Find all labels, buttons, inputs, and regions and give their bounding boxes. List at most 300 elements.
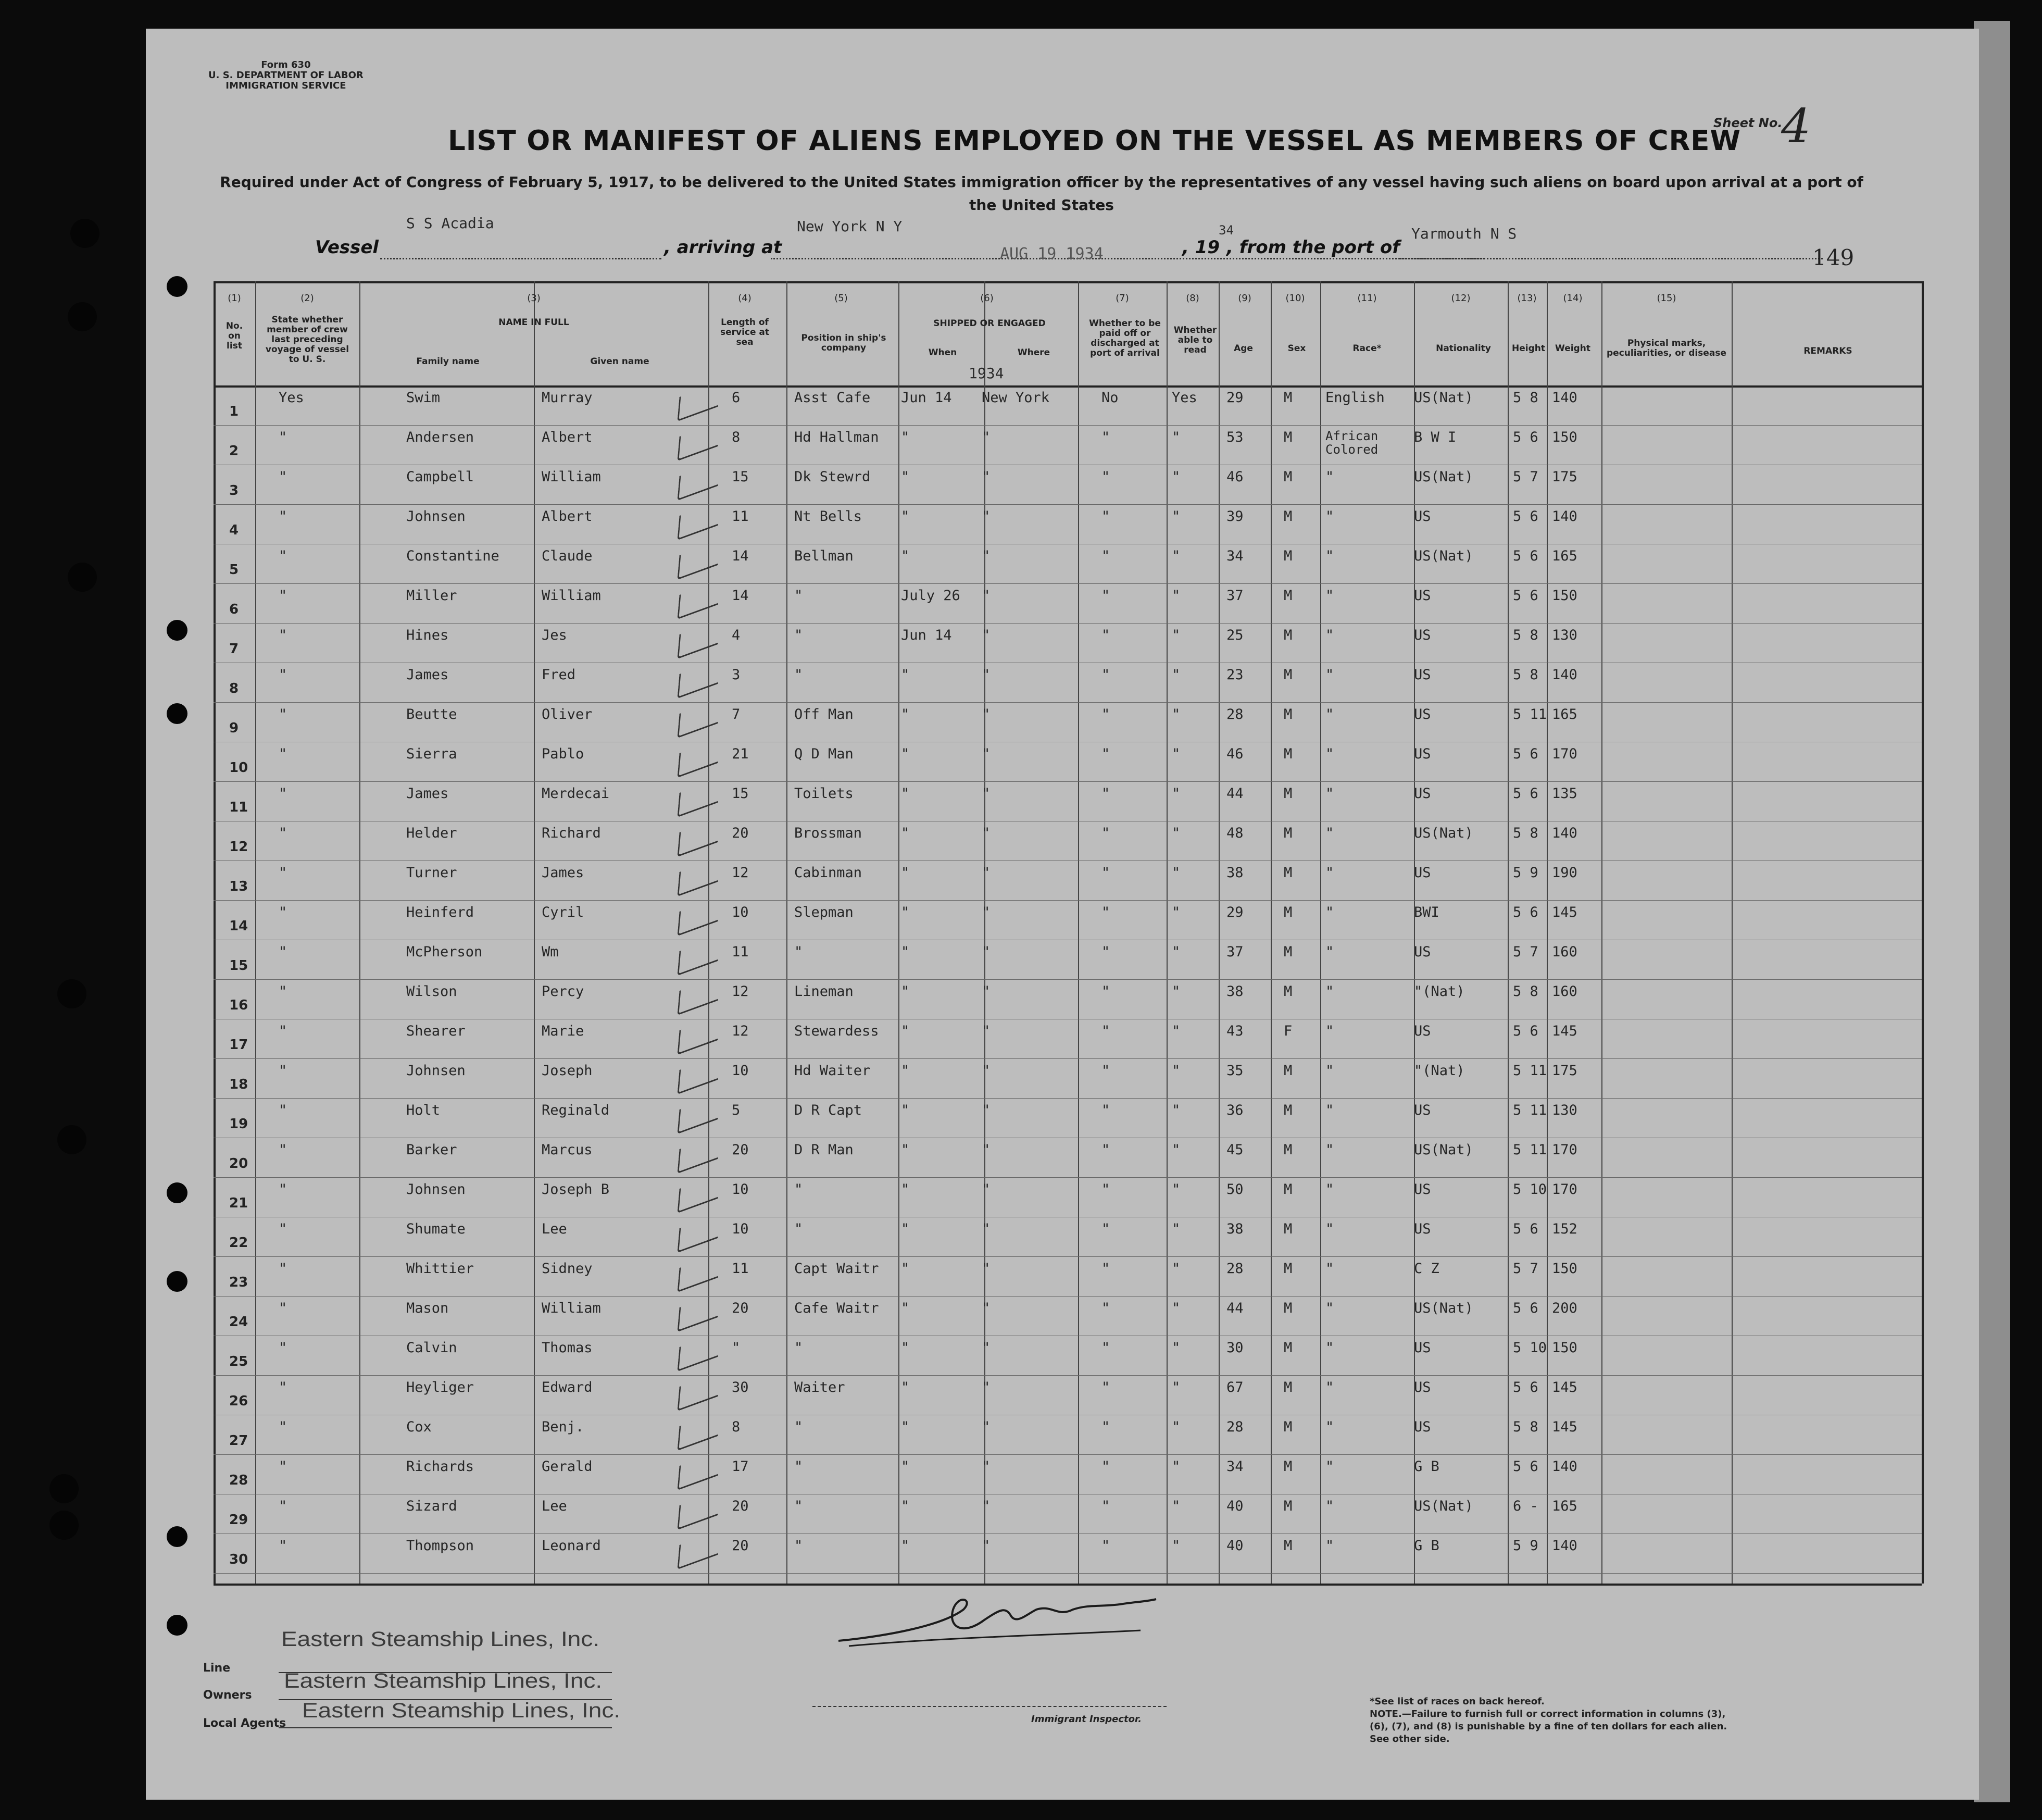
- cell-prev: ": [279, 469, 287, 485]
- cell-read: ": [1172, 667, 1181, 683]
- page-subtitle: Required under Act of Congress of February 5, 1917, to be delivered to the United States immigration officer by the representatives of any vessel having such aliens on board upon arrival at a port of the United States: [220, 173, 1863, 214]
- cell-paid: ": [1101, 508, 1110, 525]
- row-number: 17: [229, 1037, 248, 1053]
- cell-family: Heinferd: [406, 904, 474, 920]
- cell-read: ": [1172, 1023, 1181, 1039]
- cell-when: ": [901, 469, 910, 485]
- cell-given: Claude: [542, 548, 593, 564]
- cell-prev: ": [279, 904, 287, 920]
- cell-race: ": [1325, 1538, 1334, 1554]
- cell-len: 12: [732, 1023, 749, 1039]
- cell-family: Shearer: [406, 1023, 466, 1039]
- row-divider: [214, 1296, 1922, 1297]
- paper-edge-shadow: [1974, 21, 2010, 1802]
- column-number: (5): [834, 293, 848, 304]
- cell-wt: 170: [1552, 746, 1577, 762]
- cell-when: ": [901, 865, 910, 881]
- cell-age: 44: [1226, 786, 1244, 802]
- row-divider: [214, 1375, 1922, 1376]
- cell-family: Johnsen: [406, 508, 466, 525]
- cell-when: ": [901, 1300, 910, 1316]
- cell-pos: Dk Stewrd: [794, 469, 871, 485]
- line-stamp: Eastern Steamship Lines, Inc.: [281, 1628, 600, 1651]
- cell-age: 43: [1226, 1023, 1244, 1039]
- arriving-value: New York N Y: [797, 218, 903, 235]
- cell-sex: M: [1284, 1300, 1293, 1316]
- cell-race: ": [1325, 983, 1334, 1000]
- cell-pos: D R Man: [794, 1142, 854, 1158]
- cell-nat: US: [1414, 1340, 1431, 1356]
- cell-age: 46: [1226, 746, 1244, 762]
- cell-prev: ": [279, 865, 287, 881]
- cell-prev: ": [279, 825, 287, 841]
- cell-nat: US: [1414, 1181, 1431, 1198]
- cell-len: 14: [732, 548, 749, 564]
- cell-wt: 165: [1552, 548, 1577, 564]
- cell-race: ": [1325, 667, 1334, 683]
- cell-family: Cox: [406, 1419, 432, 1435]
- cell-where: ": [982, 627, 991, 643]
- cell-where: ": [982, 1261, 991, 1277]
- cell-race: ": [1325, 1340, 1334, 1356]
- header-weight: Weight: [1555, 343, 1590, 354]
- cell-where: ": [982, 1538, 991, 1554]
- cell-pos: Off Man: [794, 706, 854, 722]
- cell-paid: ": [1101, 1221, 1110, 1237]
- cell-paid: ": [1101, 1538, 1110, 1554]
- cell-paid: ": [1101, 1142, 1110, 1158]
- cell-when: ": [901, 1459, 910, 1475]
- row-number: 29: [229, 1512, 248, 1528]
- cell-where: ": [982, 1379, 991, 1395]
- cell-family: Holt: [406, 1102, 441, 1118]
- cell-where: ": [982, 429, 991, 445]
- cell-prev: ": [279, 588, 287, 604]
- cell-len: 15: [732, 469, 749, 485]
- cell-family: James: [406, 786, 449, 802]
- cell-read: ": [1172, 1300, 1181, 1316]
- cell-age: 38: [1226, 1221, 1244, 1237]
- cell-read: ": [1172, 904, 1181, 920]
- cell-len: 20: [732, 1300, 749, 1316]
- row-number: 22: [229, 1235, 248, 1251]
- binder-hole: [167, 703, 187, 724]
- cell-family: Richards: [406, 1459, 474, 1475]
- cell-family: Heyliger: [406, 1379, 474, 1395]
- cell-wt: 145: [1552, 1379, 1577, 1395]
- cell-ht: 5 7: [1513, 944, 1538, 960]
- cell-sex: M: [1284, 1340, 1293, 1356]
- cell-age: 34: [1226, 548, 1244, 564]
- cell-when: ": [901, 1181, 910, 1198]
- cell-pos: Toilets: [794, 786, 854, 802]
- cell-family: Sizard: [406, 1498, 457, 1514]
- cell-paid: ": [1101, 825, 1110, 841]
- row-number: 30: [229, 1552, 248, 1567]
- cell-family: Thompson: [406, 1538, 474, 1554]
- cell-pos: Cafe Waitr: [794, 1300, 879, 1316]
- column-number: (1): [228, 293, 241, 304]
- cell-sex: M: [1284, 706, 1293, 722]
- cell-pos: Stewardess: [794, 1023, 879, 1039]
- cell-ht: 5 11: [1513, 1102, 1547, 1118]
- cell-where: ": [982, 1498, 991, 1514]
- cell-age: 39: [1226, 508, 1244, 525]
- cell-len: 10: [732, 904, 749, 920]
- cell-where: ": [982, 548, 991, 564]
- cell-pos: Hd Waiter: [794, 1063, 871, 1079]
- cell-when: ": [901, 429, 910, 445]
- binder-hole: [167, 1271, 187, 1292]
- cell-prev: ": [279, 944, 287, 960]
- binder-hole: [167, 620, 187, 641]
- year-prefix: , 19: [1182, 237, 1220, 258]
- cell-where: ": [982, 1221, 991, 1237]
- cell-sex: M: [1284, 548, 1293, 564]
- cell-prev: ": [279, 508, 287, 525]
- cell-wt: 140: [1552, 1538, 1577, 1554]
- row-number: 26: [229, 1393, 248, 1409]
- cell-len: 11: [732, 1261, 749, 1277]
- cell-paid: No: [1101, 390, 1119, 406]
- cell-pos: ": [794, 1340, 803, 1356]
- binder-hole: [49, 1474, 79, 1503]
- cell-pos: ": [794, 588, 803, 604]
- cell-paid: ": [1101, 429, 1110, 445]
- header-when: When: [928, 347, 957, 358]
- cell-prev: ": [279, 1142, 287, 1158]
- cell-where: ": [982, 1300, 991, 1316]
- cell-given: Leonard: [542, 1538, 601, 1554]
- cell-sex: F: [1284, 1023, 1293, 1039]
- cell-given: Albert: [542, 508, 593, 525]
- header-height: Height: [1512, 343, 1545, 354]
- service-name: IMMIGRATION SERVICE: [226, 80, 346, 91]
- header-member-last: State whether member of crew last preceding voyage of vessel to U. S.: [265, 315, 349, 365]
- column-divider: [1167, 281, 1168, 1584]
- cell-pos: Asst Cafe: [794, 390, 871, 406]
- line-label: Line: [203, 1662, 231, 1675]
- cell-read: ": [1172, 1498, 1181, 1514]
- cell-read: ": [1172, 1102, 1181, 1118]
- cell-read: ": [1172, 1221, 1181, 1237]
- cell-sex: M: [1284, 1261, 1293, 1277]
- vessel-value: S S Acadia: [406, 215, 494, 232]
- row-number: 5: [229, 562, 239, 578]
- cell-given: Lee: [542, 1498, 567, 1514]
- cell-nat: US: [1414, 1023, 1431, 1039]
- vessel-underline: [380, 258, 661, 259]
- cell-prev: ": [279, 1300, 287, 1316]
- cell-prev: ": [279, 1419, 287, 1435]
- cell-nat: US: [1414, 667, 1431, 683]
- row-divider: [214, 623, 1922, 624]
- header-where: Where: [1017, 347, 1050, 358]
- cell-where: ": [982, 667, 991, 683]
- cell-read: ": [1172, 508, 1181, 525]
- cell-ht: 5 6: [1513, 904, 1538, 920]
- cell-sex: M: [1284, 1102, 1293, 1118]
- cell-nat: US: [1414, 1221, 1431, 1237]
- cell-race: ": [1325, 1181, 1334, 1198]
- cell-sex: M: [1284, 1419, 1293, 1435]
- cell-read: ": [1172, 1142, 1181, 1158]
- cell-len: 20: [732, 1538, 749, 1554]
- header-sex: Sex: [1287, 343, 1306, 354]
- row-divider: [214, 504, 1922, 505]
- cell-paid: ": [1101, 1063, 1110, 1079]
- cell-nat: "(Nat): [1414, 983, 1465, 1000]
- binder-hole: [68, 563, 97, 592]
- cell-sex: M: [1284, 508, 1293, 525]
- header-divider: [214, 385, 1922, 388]
- form-number: Form 630: [261, 59, 311, 70]
- sheet-number-value: 4: [1781, 99, 1811, 154]
- cell-sex: M: [1284, 1459, 1293, 1475]
- cell-prev: Yes: [279, 390, 304, 406]
- cell-read: Yes: [1172, 390, 1197, 406]
- cell-len: 11: [732, 508, 749, 525]
- cell-given: Benj.: [542, 1419, 584, 1435]
- cell-age: 23: [1226, 667, 1244, 683]
- row-number: 15: [229, 958, 248, 974]
- cell-where: ": [982, 1181, 991, 1198]
- cell-paid: ": [1101, 904, 1110, 920]
- header-age: Age: [1234, 343, 1253, 354]
- cell-prev: ": [279, 429, 287, 445]
- cell-wt: 130: [1552, 1102, 1577, 1118]
- binder-hole: [68, 302, 97, 331]
- cell-read: ": [1172, 1063, 1181, 1079]
- cell-where: ": [982, 1023, 991, 1039]
- cell-age: 34: [1226, 1459, 1244, 1475]
- cell-len: 14: [732, 588, 749, 604]
- cell-nat: US: [1414, 1379, 1431, 1395]
- cell-sex: M: [1284, 983, 1293, 1000]
- cell-nat: BWI: [1414, 904, 1439, 920]
- cell-age: 37: [1226, 944, 1244, 960]
- cell-family: Calvin: [406, 1340, 457, 1356]
- cell-read: ": [1172, 1340, 1181, 1356]
- cell-race: ": [1325, 1102, 1334, 1118]
- cell-age: 48: [1226, 825, 1244, 841]
- cell-paid: ": [1101, 1023, 1110, 1039]
- cell-len: 3: [732, 667, 741, 683]
- cell-pos: Capt Waitr: [794, 1261, 879, 1277]
- cell-sex: M: [1284, 825, 1293, 841]
- cell-paid: ": [1101, 1459, 1110, 1475]
- cell-given: William: [542, 1300, 601, 1316]
- cell-race: ": [1325, 1261, 1334, 1277]
- row-number: 18: [229, 1077, 248, 1092]
- cell-ht: 5 11: [1513, 1063, 1547, 1079]
- cell-ht: 5 9: [1513, 1538, 1538, 1554]
- cell-read: ": [1172, 983, 1181, 1000]
- cell-paid: ": [1101, 469, 1110, 485]
- cell-race: ": [1325, 1419, 1334, 1435]
- cell-age: 29: [1226, 390, 1244, 406]
- cell-nat: US(Nat): [1414, 1300, 1473, 1316]
- cell-ht: 5 6: [1513, 508, 1538, 525]
- cell-read: ": [1172, 706, 1181, 722]
- cell-when: ": [901, 1102, 910, 1118]
- cell-read: ": [1172, 786, 1181, 802]
- cell-nat: US(Nat): [1414, 1498, 1473, 1514]
- cell-nat: US: [1414, 944, 1431, 960]
- cell-given: Murray: [542, 390, 593, 406]
- row-divider: [214, 702, 1922, 703]
- cell-sex: M: [1284, 1538, 1293, 1554]
- cell-where: ": [982, 469, 991, 485]
- cell-prev: ": [279, 1379, 287, 1395]
- header-race: Race*: [1352, 343, 1382, 354]
- cell-paid: ": [1101, 746, 1110, 762]
- row-divider: [214, 583, 1922, 584]
- cell-nat: US: [1414, 786, 1431, 802]
- cell-family: Beutte: [406, 706, 457, 722]
- cell-wt: 170: [1552, 1142, 1577, 1158]
- cell-nat: US(Nat): [1414, 1142, 1473, 1158]
- cell-where: ": [982, 508, 991, 525]
- agents-stamp: Eastern Steamship Lines, Inc.: [302, 1699, 621, 1722]
- column-number: (8): [1186, 293, 1199, 304]
- column-divider: [898, 281, 899, 1584]
- cell-when: ": [901, 508, 910, 525]
- cell-family: Swim: [406, 390, 441, 406]
- cell-nat: G B: [1414, 1538, 1439, 1554]
- cell-prev: ": [279, 1221, 287, 1237]
- cell-given: Marcus: [542, 1142, 593, 1158]
- cell-read: ": [1172, 627, 1181, 643]
- row-number: 3: [229, 483, 239, 498]
- cell-given: Marie: [542, 1023, 584, 1039]
- cell-where: ": [982, 865, 991, 881]
- cell-wt: 190: [1552, 865, 1577, 881]
- cell-age: 40: [1226, 1498, 1244, 1514]
- cell-read: ": [1172, 469, 1181, 485]
- row-number: 14: [229, 918, 248, 934]
- cell-sex: M: [1284, 667, 1293, 683]
- cell-given: Oliver: [542, 706, 593, 722]
- cell-where: ": [982, 746, 991, 762]
- cell-nat: US: [1414, 627, 1431, 643]
- cell-age: 25: [1226, 627, 1244, 643]
- cell-len: 20: [732, 1498, 749, 1514]
- year-value: 34: [1219, 223, 1234, 238]
- cell-when: ": [901, 706, 910, 722]
- cell-ht: 5 8: [1513, 1419, 1538, 1435]
- cell-pos: ": [794, 944, 803, 960]
- cell-nat: US(Nat): [1414, 469, 1473, 485]
- row-number: 1: [229, 404, 239, 419]
- cell-sex: M: [1284, 469, 1293, 485]
- cell-where: ": [982, 1063, 991, 1079]
- cell-nat: US(Nat): [1414, 548, 1473, 564]
- cell-read: ": [1172, 1379, 1181, 1395]
- header-nationality: Nationality: [1436, 343, 1491, 354]
- cell-sex: M: [1284, 1498, 1293, 1514]
- column-divider: [1601, 281, 1602, 1584]
- cell-pos: ": [794, 1221, 803, 1237]
- cell-prev: ": [279, 983, 287, 1000]
- row-number: 27: [229, 1433, 248, 1449]
- cell-given: Cyril: [542, 904, 584, 920]
- form-identifier: [208, 60, 364, 91]
- cell-race: ": [1325, 469, 1334, 485]
- cell-len: 10: [732, 1221, 749, 1237]
- cell-race: ": [1325, 1142, 1334, 1158]
- column-number: (4): [738, 293, 751, 304]
- cell-pos: Slepman: [794, 904, 854, 920]
- cell-when: ": [901, 746, 910, 762]
- cell-age: 53: [1226, 429, 1244, 445]
- cell-sex: M: [1284, 1063, 1293, 1079]
- cell-pos: ": [794, 667, 803, 683]
- page-title: LIST OR MANIFEST OF ALIENS EMPLOYED ON THE VESSEL AS MEMBERS OF CREW: [448, 125, 1741, 157]
- cell-family: Mason: [406, 1300, 449, 1316]
- cell-given: James: [542, 865, 584, 881]
- cell-paid: ": [1101, 865, 1110, 881]
- row-number: 25: [229, 1354, 248, 1369]
- cell-pos: ": [794, 1459, 803, 1475]
- cell-when: ": [901, 1379, 910, 1395]
- cell-nat: C Z: [1414, 1261, 1439, 1277]
- cell-prev: ": [279, 1023, 287, 1039]
- cell-read: ": [1172, 548, 1181, 564]
- cell-ht: 5 7: [1513, 1261, 1538, 1277]
- cell-len: 21: [732, 746, 749, 762]
- owners-underline: [279, 1699, 612, 1700]
- cell-family: Shumate: [406, 1221, 466, 1237]
- row-divider: [214, 979, 1922, 980]
- row-divider: [214, 900, 1922, 901]
- cell-paid: ": [1101, 1379, 1110, 1395]
- cell-family: Whittier: [406, 1261, 474, 1277]
- cell-prev: ": [279, 548, 287, 564]
- cell-ht: 5 7: [1513, 469, 1538, 485]
- cell-pos: Nt Bells: [794, 508, 862, 525]
- cell-prev: ": [279, 786, 287, 802]
- cell-family: Constantine: [406, 548, 499, 564]
- cell-race: ": [1325, 1221, 1334, 1237]
- cell-family: Johnsen: [406, 1181, 466, 1198]
- cell-prev: ": [279, 1538, 287, 1554]
- cell-race: ": [1325, 588, 1334, 604]
- cell-pos: Q D Man: [794, 746, 854, 762]
- cell-where: ": [982, 904, 991, 920]
- cell-prev: ": [279, 627, 287, 643]
- from-port-value: Yarmouth N S: [1411, 225, 1517, 242]
- row-divider: [214, 1058, 1922, 1059]
- cell-nat: US(Nat): [1414, 390, 1473, 406]
- cell-ht: 5 6: [1513, 1023, 1538, 1039]
- row-number: 19: [229, 1116, 248, 1132]
- cell-race: African Colored: [1325, 429, 1379, 457]
- sheet-number-label: Sheet No.: [1713, 116, 1783, 130]
- cell-wt: 175: [1552, 469, 1577, 485]
- cell-prev: ": [279, 1261, 287, 1277]
- cell-read: ": [1172, 429, 1181, 445]
- cell-len: ": [732, 1340, 741, 1356]
- row-number: 8: [229, 681, 239, 696]
- from-port-label: , from the port of: [1226, 237, 1400, 258]
- cell-wt: 200: [1552, 1300, 1577, 1316]
- cell-ht: 5 10: [1513, 1340, 1547, 1356]
- cell-where: New York: [982, 390, 1050, 406]
- binder-hole: [70, 219, 99, 248]
- cell-age: 29: [1226, 904, 1244, 920]
- cell-age: 40: [1226, 1538, 1244, 1554]
